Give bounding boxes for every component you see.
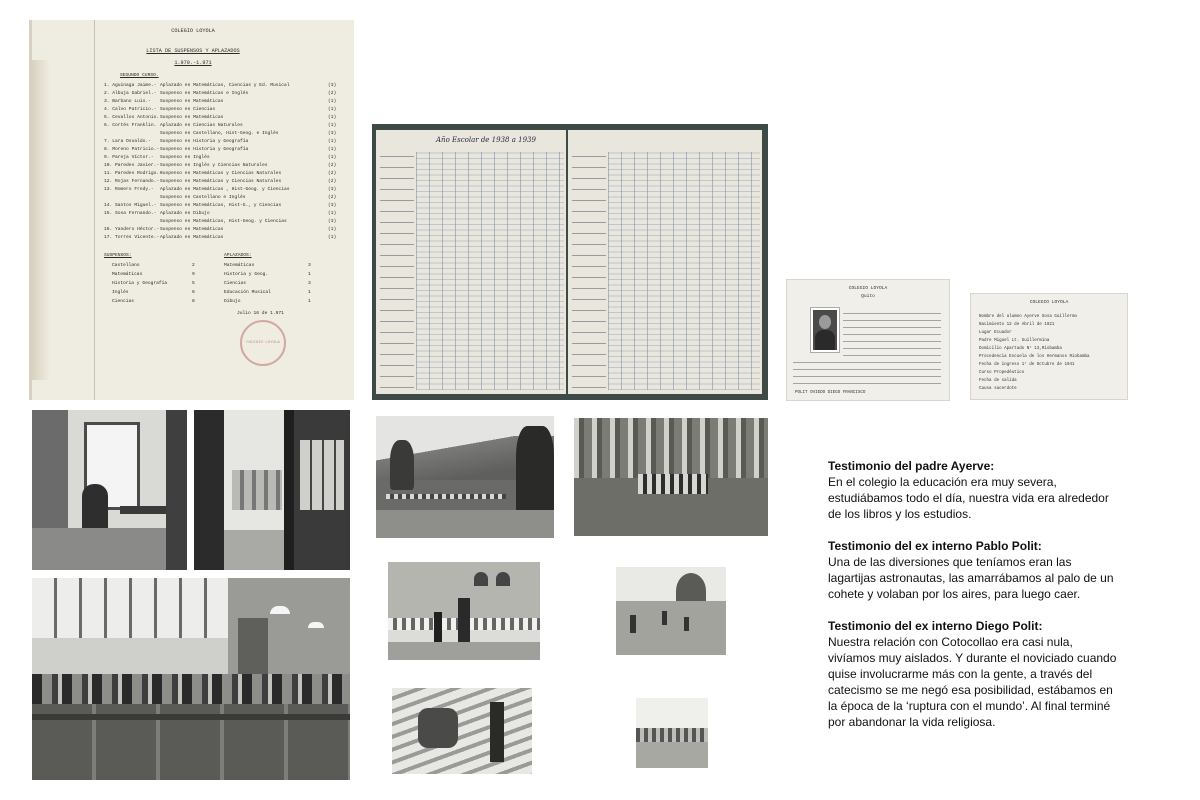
student-name: 14. Santos Miguel.-	[104, 203, 157, 208]
student-name: 15. Sosa Fernando.-	[104, 211, 157, 216]
student-count: (2)	[328, 171, 337, 176]
photo-forest-gathering	[574, 418, 768, 536]
school-stamp: COLEGIO LOYOLA	[240, 320, 286, 366]
notebook-right-page	[568, 130, 762, 394]
photo-small-field	[636, 698, 708, 768]
photo-sports-field	[616, 567, 726, 655]
card-two-line: Nacimiento 12 de Abril de 1921	[979, 323, 1055, 327]
student-name: 11. Paredes Rodrigo.-	[104, 171, 162, 176]
student-result: Suspenso en Matemáticas	[160, 115, 224, 120]
student-name: 16. Yandero Héctor.-	[104, 227, 160, 232]
testimony-ayerve	[828, 458, 1118, 522]
student-count: (1)	[328, 211, 337, 216]
student-count: (3)	[328, 187, 337, 192]
aplazado-subject: Dibujo	[224, 299, 241, 304]
student-count: (3)	[328, 131, 337, 136]
testimony-text: Una de las diversiones que teníamos eran las lagartijas astronautas, las amarrábamos al palo de un cohete y volaban por los aires, para luego caer.	[828, 555, 1114, 601]
suspenso-count: 2	[192, 263, 195, 268]
student-count: (1)	[328, 147, 337, 152]
student-name: 6. Cortés Franklin.	[104, 123, 157, 128]
aplazado-count: 3	[308, 263, 311, 268]
card-two-line: Domicilio Apartado N° 13,Riobamba	[979, 347, 1062, 351]
margin-line	[94, 20, 95, 400]
student-count: (3)	[328, 219, 337, 224]
testimony-text: En el colegio la educación era muy severa, estudiábamos todo el día, nuestra vida era alrededor de los libros y los estudios.	[828, 475, 1109, 521]
testimonies-block	[828, 458, 1118, 746]
student-count: (1)	[328, 123, 337, 128]
student-result: Suspenso en Inglés y Ciencias Naturales	[160, 163, 268, 168]
student-name: 4. Calvo Patricio.-	[104, 107, 157, 112]
grade-grid-right	[608, 152, 760, 390]
suspenso-subject: Ciencias	[112, 299, 135, 304]
student-result: Aplazado en Matemáticas, Ciencias y Ed. Musical	[160, 83, 290, 88]
photo-mountain-landscape	[376, 416, 554, 538]
student-count: (3)	[328, 203, 337, 208]
suspenso-count: 5	[192, 281, 195, 286]
handwritten-names-right	[572, 154, 606, 388]
student-card-ayerve	[970, 293, 1128, 400]
card-two-line: Causa sacerdote	[979, 387, 1017, 391]
card-two-line: Lugar Ecuador	[979, 331, 1012, 335]
student-result: Aplazado en Matemáticas , Hist-Geog. y Ciencias	[160, 187, 290, 192]
aplazado-subject: Educación Musical	[224, 290, 271, 295]
aplazados-label: APLAZADOS:	[224, 253, 252, 258]
student-count: (1)	[328, 235, 337, 240]
student-count: (1)	[328, 99, 337, 104]
student-result: Suspenso en Matemáticas y Ciencias Naturales	[160, 171, 282, 176]
student-result: Suspenso en Matemáticas	[160, 227, 224, 232]
student-count: (1)	[328, 139, 337, 144]
student-result: Aplazado en Dibujo	[160, 211, 210, 216]
aplazado-count: 1	[308, 290, 311, 295]
suspenso-count: 6	[192, 290, 195, 295]
photo-classroom	[32, 578, 350, 780]
card-two-line: Procedencia Escuela de los Hermanos Riobamba	[979, 355, 1090, 359]
photo-students-camera	[388, 562, 540, 660]
card-one-school: COLEGIO LOYOLA	[848, 286, 888, 291]
student-count: (2)	[328, 91, 337, 96]
notebook-left-page	[376, 130, 566, 394]
student-name: 5. Cevallos Antonio.	[104, 115, 160, 120]
doc-date: Julio 16 de 1.971	[237, 311, 284, 316]
suspenso-count: 9	[192, 272, 195, 277]
testimony-diego-polit	[828, 618, 1118, 730]
student-result: Suspenso en Matemáticas e Inglés	[160, 91, 249, 96]
student-name: 8. Moreno Patricio.-	[104, 147, 160, 152]
suspenso-subject: Inglés	[112, 290, 129, 295]
suspenso-subject: Matemáticas	[112, 272, 143, 277]
student-count: (1)	[328, 107, 337, 112]
student-name: 1. Aguinaga Jaime.-	[104, 83, 157, 88]
student-count: (2)	[328, 179, 337, 184]
aplazado-subject: Historia y Geog.	[224, 272, 269, 277]
photo-students-steps	[392, 688, 532, 774]
card-two-line: Fecha de salida	[979, 379, 1017, 383]
student-portrait	[811, 308, 839, 352]
card-one-city: Quito	[861, 294, 875, 299]
doc-title: LISTA DE SUSPENSOS Y APLAZADOS	[146, 48, 240, 54]
student-result: Suspenso en Inglés	[160, 155, 210, 160]
student-card-polit	[786, 279, 950, 401]
photo-study-room	[32, 410, 187, 570]
doc-years: 1.970.-1.971	[174, 60, 212, 66]
aplazado-subject: Matemáticas	[224, 263, 255, 268]
handwritten-names	[380, 154, 414, 388]
student-count: (1)	[328, 227, 337, 232]
student-name: 3. Barbano Luis.-	[104, 99, 151, 104]
doc-school: COLEGIO LOYOLA	[171, 28, 215, 34]
card-two-line: Curso Propedéutico	[979, 371, 1025, 375]
student-name: 9. Pareja Víctor.-	[104, 155, 154, 160]
card-one-fields	[843, 308, 941, 356]
card-one-more-fields	[793, 358, 941, 384]
student-count: (1)	[328, 115, 337, 120]
testimony-title: Testimonio del padre Ayerve:	[828, 459, 995, 473]
student-name: 13. Romero Fredy.-	[104, 187, 154, 192]
testimony-title: Testimonio del ex interno Diego Polit:	[828, 619, 1043, 633]
aplazado-subject: Ciencias	[224, 281, 247, 286]
student-result: Suspenso en Matemáticas, Hist-G., y Ciencias	[160, 203, 282, 208]
student-name: 17. Torres Vicente.-	[104, 235, 160, 240]
torn-edge	[32, 60, 50, 380]
student-result: Suspenso en Matemáticas, Hist-Geog. y Ciencias	[160, 219, 287, 224]
card-two-line: Fecha de ingreso 1° de Octubre de 1941	[979, 363, 1075, 367]
card-two-school: COLEGIO LOYOLA	[1029, 300, 1069, 305]
suspenso-count: 8	[192, 299, 195, 304]
aplazado-count: 3	[308, 281, 311, 286]
notebook-title: Año Escolar de 1938 a 1939	[436, 136, 536, 144]
student-result: Suspenso en Historia y Geografía	[160, 147, 249, 152]
typed-grades-document	[32, 20, 354, 400]
suspenso-subject: Historia y Geografía	[112, 281, 168, 286]
student-result: Suspenso en Matemáticas y Ciencias Naturales	[160, 179, 282, 184]
aplazado-count: 1	[308, 299, 311, 304]
testimony-pablo-polit	[828, 538, 1118, 602]
grade-notebook	[372, 124, 768, 400]
student-result: Aplazado en Ciencias Naturales	[160, 123, 243, 128]
student-count: (2)	[328, 195, 337, 200]
student-count: (1)	[328, 155, 337, 160]
suspensos-label: SUSPENSOS:	[104, 253, 132, 258]
student-name: 2. Albuja Gabriel.-	[104, 91, 157, 96]
grade-grid	[416, 152, 564, 390]
student-result: Suspenso en Matemáticas	[160, 99, 224, 104]
student-result: Suspenso en Castellano e Inglés	[160, 195, 246, 200]
card-one-footer: POLIT OVIEDO DIEGO FRANCISCO	[795, 391, 866, 395]
photo-courtyard-window	[194, 410, 350, 570]
student-result: Aplazado en Matemáticas	[160, 235, 224, 240]
testimony-title: Testimonio del ex interno Pablo Polit:	[828, 539, 1042, 553]
card-two-line: Nombre del alumno Ayerve Sosa Guillermo	[979, 315, 1078, 319]
student-name: 7. Lara Osvaldo.-	[104, 139, 151, 144]
testimony-text: Nuestra relación con Cotocollao era casi nula, vivíamos muy aislados. Y durante el noviciado cuando quise involucrarme más con la gente, a través del catecismo se me negó esa posibilidad, estábamos en la época de la ‘ruptura con el mundo’. Al final terminé por abandonar la vida religiosa.	[828, 635, 1117, 729]
student-result: Suspenso en Historia y Geografía	[160, 139, 249, 144]
student-count: (3)	[328, 83, 337, 88]
student-name: 10. Paredes Javier.-	[104, 163, 160, 168]
student-count: (2)	[328, 163, 337, 168]
student-result: Suspenso en Castellano, Hist-Geog. e Inglés	[160, 131, 279, 136]
student-result: Suspenso en Ciencias	[160, 107, 216, 112]
aplazado-count: 1	[308, 272, 311, 277]
doc-course: SEGUNDO CURSO.	[120, 73, 159, 78]
card-two-line: Padre Miguel Lt. Guillermina	[979, 339, 1050, 343]
student-name: 12. Rojas Fernando.-	[104, 179, 160, 184]
suspenso-subject: Castellano	[112, 263, 140, 268]
